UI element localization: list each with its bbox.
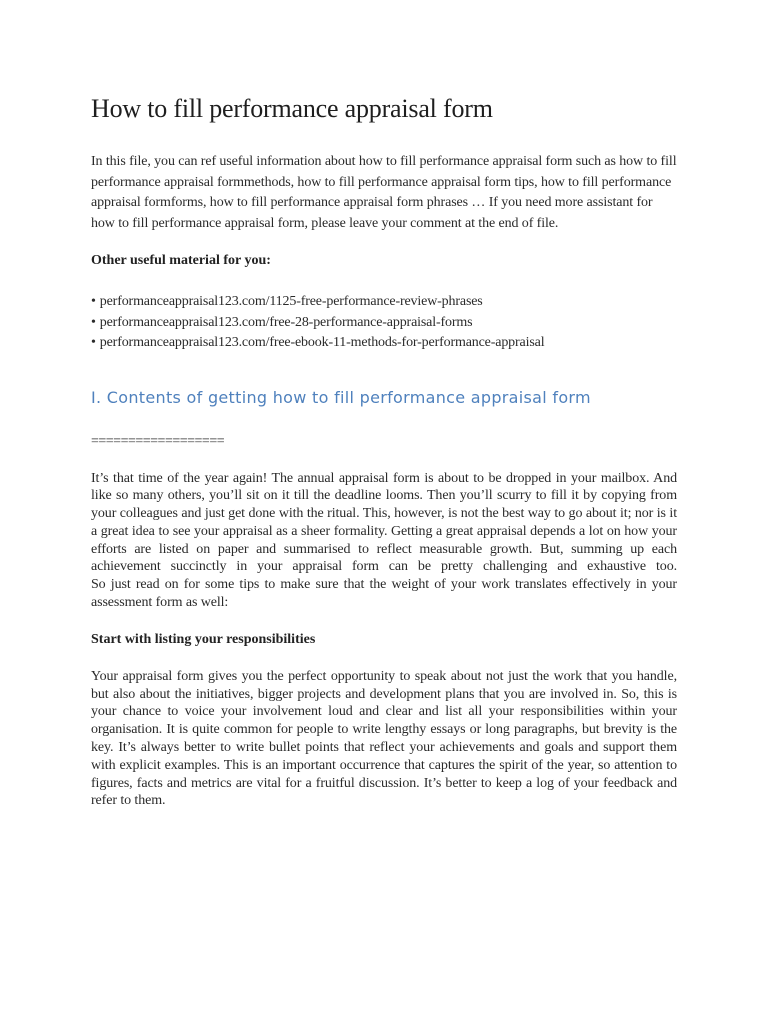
useful-link-item[interactable] — [91, 313, 677, 334]
intro-paragraph: In this file, you can ref useful information about how to fill performance appraisal form such as how to fill performance appraisal formmethods, how to fill performance appraisal form tips, how to fill performance appraisal formforms, how to fill performance appraisal form phrases … If you need more assistant for how to fill performance appraisal form, please leave your comment at the end of file. — [91, 154, 677, 231]
section-heading: I. Contents of getting how to fill performance appraisal form — [91, 387, 591, 407]
body-paragraph-1 — [91, 470, 677, 612]
bullet-icon: • — [91, 314, 96, 330]
useful-link-text[interactable]: performanceappraisal123.com/1125-free-performance-review-phrases — [99, 294, 483, 309]
body-paragraph-2: Your appraisal form gives you the perfect opportunity to speak about not just the work that you handle, but also about the initiatives, bigger projects and development plans that you are involved in. So, this is your chance to voice your involvement loud and clear and list all your responsibilities within your organisation. It is quite common for people to write lengthy essays or long paragraphs, but brevity is the key. It’s always better to write bullet points that reflect your achievements and goals and support them with explicit examples. This is an important occurrence that captures the spirit of the year, so attention to figures, facts and metrics are vital for a fruitful discussion. It’s better to keep a log of your feedback and refer to them. — [91, 668, 677, 809]
useful-link-text[interactable]: performanceappraisal123.com/free-28-performance-appraisal-forms — [99, 314, 473, 330]
bullet-icon: • — [91, 335, 96, 350]
document-title: How to fill performance appraisal form — [91, 94, 493, 123]
useful-link-text[interactable]: performanceappraisal123.com/free-ebook-11-methods-for-performance-appraisal — [99, 335, 545, 350]
document-content — [91, 92, 677, 828]
separator-line: ================== — [91, 433, 225, 449]
useful-link-item[interactable] — [91, 292, 677, 313]
body-paragraph-1-main: It’s that time of the year again! The annual appraisal form is about to be dropped in your mailbox. And like so many others, you’ll sit on it till the deadline looms. Then you’ll scurry to fill it by copying from your colleagues and just get done with the ritual. This, however, is not the best way to go about it; nor is it a great idea to see your appraisal as a sheer formality. Getting a great appraisal depends a lot on how your efforts are listed on paper and summarised to reflect measurable growth. But, summing up each achievement succinctly in your appraisal form can be pretty challenging and exhaustive too. — [91, 470, 677, 575]
responsibilities-subheading: Start with listing your responsibilities — [91, 631, 316, 647]
body-paragraph-1-tail: So just read on for some tips to make sure that the weight of your work translates effectively in your assessment form as well: — [91, 577, 677, 611]
useful-material-heading: Other useful material for you: — [91, 253, 271, 268]
bullet-icon: • — [91, 294, 96, 309]
useful-links-list — [91, 292, 677, 354]
useful-link-item[interactable] — [91, 333, 677, 354]
